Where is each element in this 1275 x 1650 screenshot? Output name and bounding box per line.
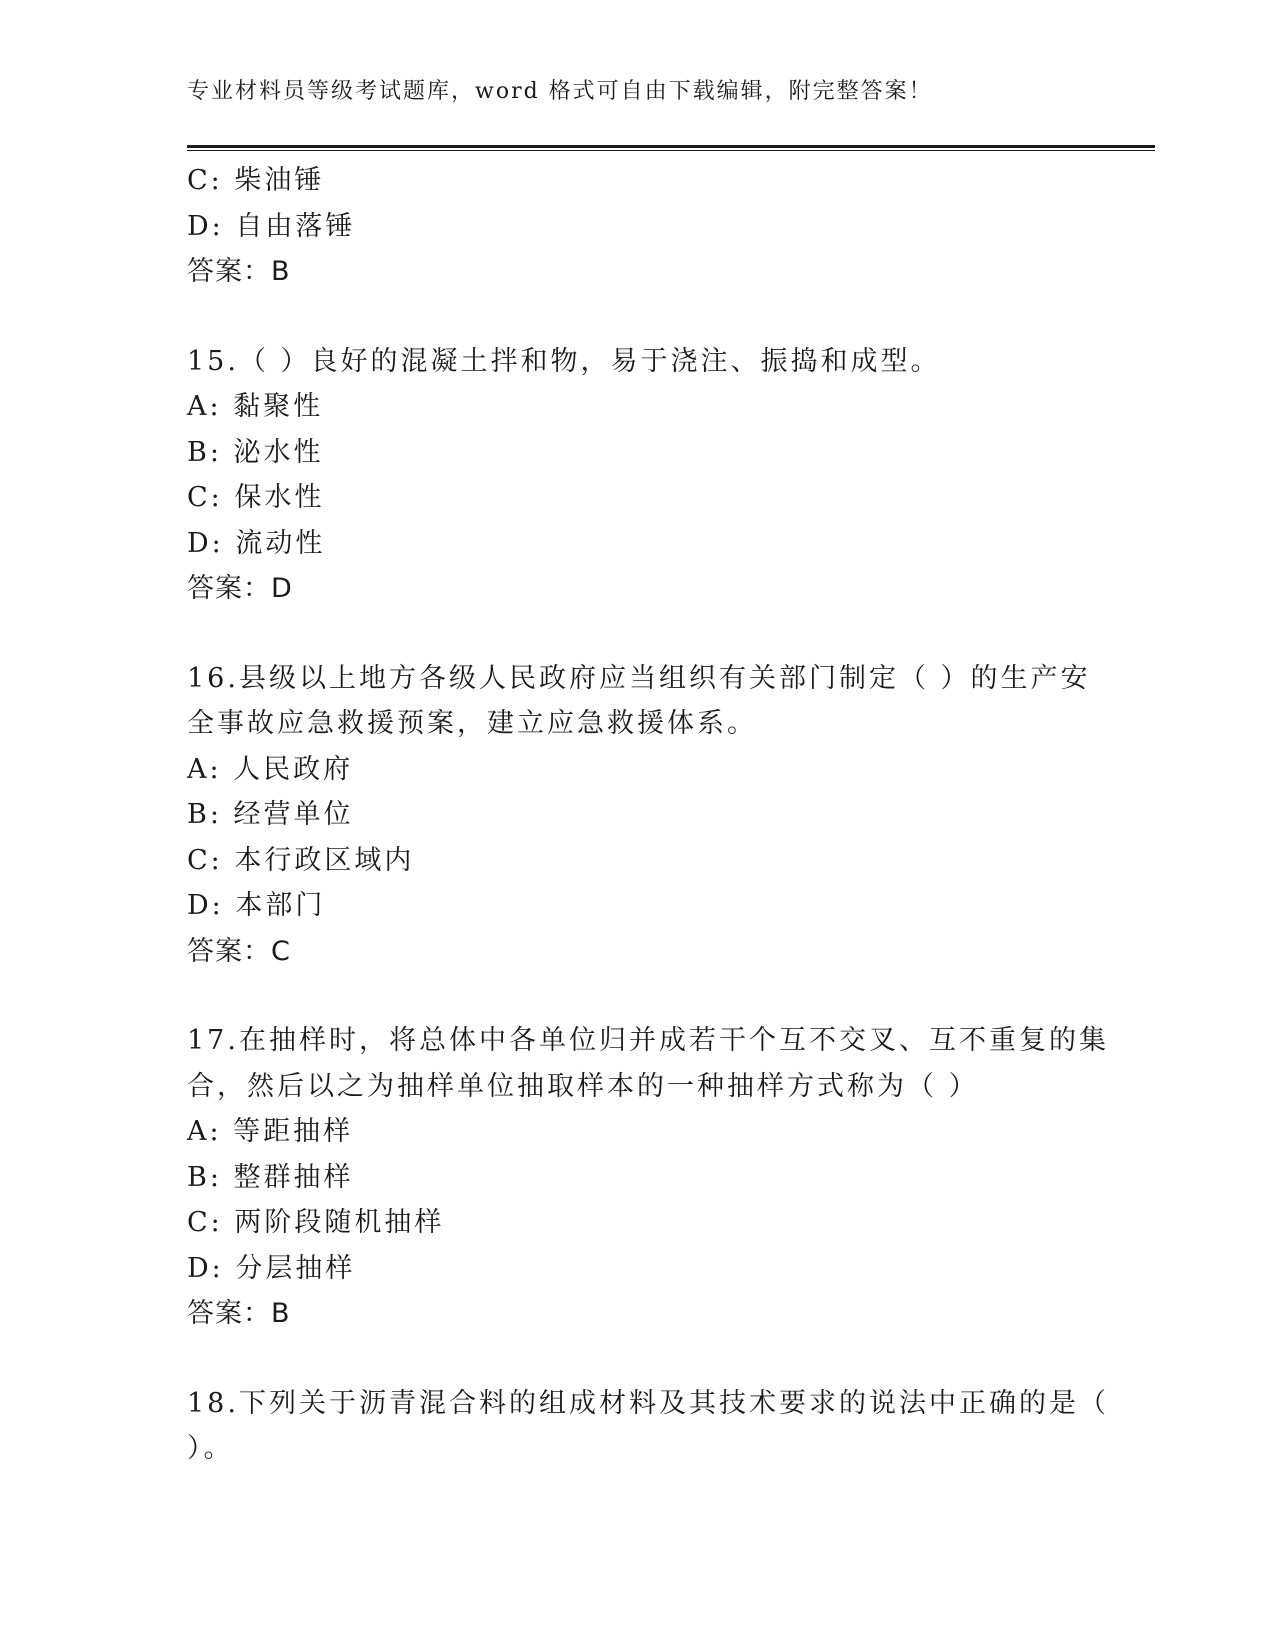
answer: 答案：D [187,573,293,604]
header-note: 专业材料员等级考试题库，word 格式可自由下载编辑，附完整答案！ [187,79,933,104]
option-c: C: 保水性 [187,482,325,513]
option-c: C: 两阶段随机抽样 [187,1207,445,1238]
option-b: B: 整群抽样 [187,1161,354,1193]
stem-line: 15.（ ）良好的混凝土拌和物，易于浇注、振捣和成型。 [187,345,941,377]
question-17 [187,1018,1109,1337]
option-d: D: 本部门 [187,890,326,921]
question-stem [187,1381,1109,1472]
question-stem [187,339,1087,385]
answer: 答案：C [187,935,291,967]
option-b: B: 经营单位 [187,799,354,830]
question-stem [187,1018,1109,1109]
answer: 答案：B [187,256,291,287]
question-15 [187,339,1087,612]
option-a: A: 黏聚性 [187,391,324,422]
stem-line: 16.县级以上地方各级人民政府应当组织有关部门制定（ ）的生产安 [187,662,1091,694]
option-d: D: 分层抽样 [187,1252,356,1284]
question-stem [187,656,1091,747]
question-list [187,158,1109,1472]
stem-line: 18.下列关于沥青混合料的组成材料及其技术要求的说法中正确的是（ [187,1387,1109,1419]
header-divider [187,145,1155,151]
stem-line: 合，然后以之为抽样单位抽取样本的一种抽样方式称为（ ） [187,1070,979,1102]
question-16 [187,656,1091,975]
stem-line: 17.在抽样时，将总体中各单位归并成若干个互不交叉、互不重复的集 [187,1025,1109,1056]
stem-line: ）。 [187,1433,234,1464]
option-b: B: 泌水性 [187,436,324,468]
question-14 [187,158,1087,295]
question-18 [187,1381,1109,1472]
stem-line: 全事故应急救援预案，建立应急救援体系。 [187,708,757,739]
option-d: D: 自由落锤 [187,210,356,242]
option-d: D: 流动性 [187,527,326,559]
answer: 答案：B [187,1298,291,1329]
option-a: A: 等距抽样 [187,1116,354,1147]
option-c: C: 柴油锤 [187,165,325,196]
option-a: A: 人民政府 [187,753,354,785]
option-c: C: 本行政区域内 [187,844,415,876]
